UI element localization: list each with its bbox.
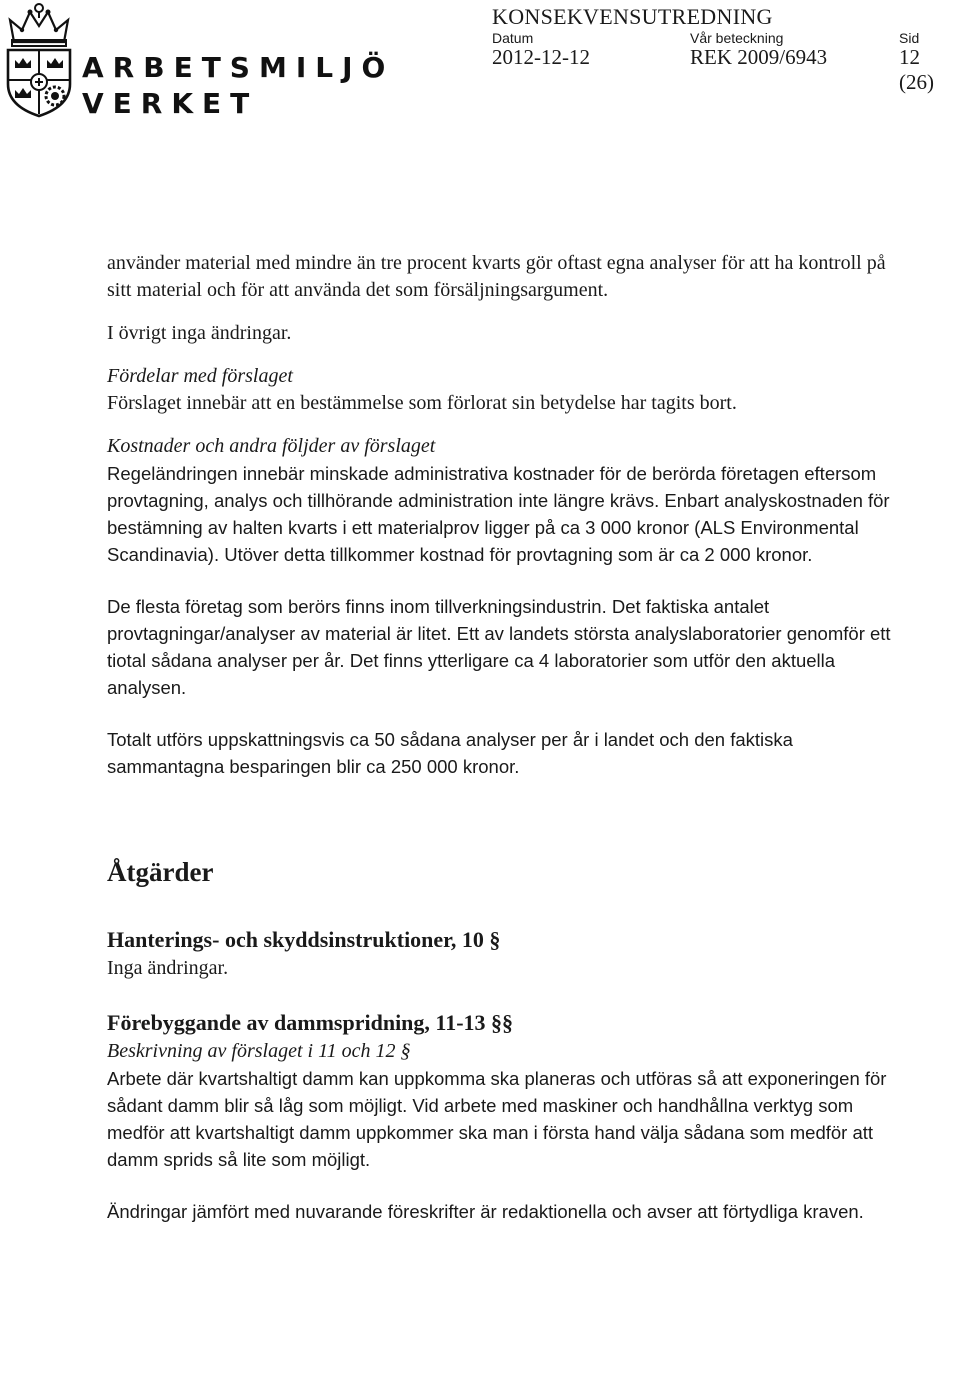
royal-crest-icon bbox=[0, 2, 78, 118]
measures-heading: Åtgärder bbox=[107, 857, 214, 887]
advantages-paragraph: Förslaget innebär att en bestämmelse som förlorat sin betydelse har tagits bort. bbox=[107, 392, 737, 414]
date-value: 2012-12-12 bbox=[492, 45, 590, 69]
handling-heading: Hanterings- och skyddsinstruktioner, 10 § bbox=[107, 927, 501, 952]
costs-paragraph-3: Totalt utförs uppskattningsvis ca 50 sådana analyser per år i landet och den faktiska sammantagna besparingen blir ca 250 000 kronor. bbox=[107, 729, 793, 777]
intro-paragraph: använder material med mindre än tre procent kvarts gör oftast egna analyser för att ha kontroll på sitt material och för att använda det som försäljningsargument. bbox=[107, 252, 886, 301]
costs-heading: Kostnader och andra följder av förslaget bbox=[107, 435, 436, 457]
costs-paragraph-2: De flesta företag som berörs finns inom tillverkningsindustrin. Det faktiska antalet provtagningar/analyser av material är litet. Ett av landets största analyslaboratorier genomför ett tiotal sådana analyser per år. Det finns ytterligare ca 4 laboratorier som utför den aktuella analysen. bbox=[107, 596, 891, 698]
date-label: Datum bbox=[492, 30, 534, 46]
reference-value: REK 2009/6943 bbox=[690, 45, 828, 69]
org-name-line-1: ARBETSMILJÖ bbox=[82, 51, 395, 84]
page-number: 12 (26) bbox=[899, 45, 934, 94]
handling-paragraph: Inga ändringar. bbox=[107, 957, 229, 979]
reference-label: Vår beteckning bbox=[690, 30, 784, 46]
prevention-paragraph: Arbete där kvartshaltigt damm kan uppkomma ska planeras och utföras så att exponeringen för sådant damm blir så låg som möjligt. Vid arbete med maskiner och handhållna verktyg som medför att kvartshaltigt damm uppkommer ska man i första hand välja sådana som medför att damm sprids så lite som möjligt. bbox=[107, 1068, 887, 1170]
no-changes-paragraph: I övrigt inga ändringar. bbox=[107, 322, 292, 344]
document-type: KONSEKVENSUTREDNING bbox=[492, 4, 773, 29]
changes-paragraph: Ändringar jämfört med nuvarande föreskrifter är redaktionella och avser att förtydliga kraven. bbox=[107, 1201, 864, 1222]
prevention-subheading: Beskrivning av förslaget i 11 och 12 § bbox=[107, 1040, 411, 1062]
advantages-heading: Fördelar med förslaget bbox=[107, 365, 293, 387]
agency-logo bbox=[0, 2, 395, 120]
costs-paragraph-1: Regeländringen innebär minskade administrativa kostnader för de berörda företagen eftersom provtagning, analys och tillhörande administration inte längre krävs. Enbart analyskostnaden för bestämning av halten kvarts i ett materialprov ligger på ca 3 000 kronor (ALS Environmental Scandinavia). Utöver detta tillkommer kostnad för provtagning som är ca 2 000 kronor. bbox=[107, 463, 890, 565]
org-name-line-2: VERKET bbox=[82, 87, 259, 120]
page-label: Sid bbox=[899, 30, 920, 46]
prevention-heading: Förebyggande av dammspridning, 11-13 §§ bbox=[107, 1010, 514, 1035]
document-body bbox=[107, 250, 907, 1225]
